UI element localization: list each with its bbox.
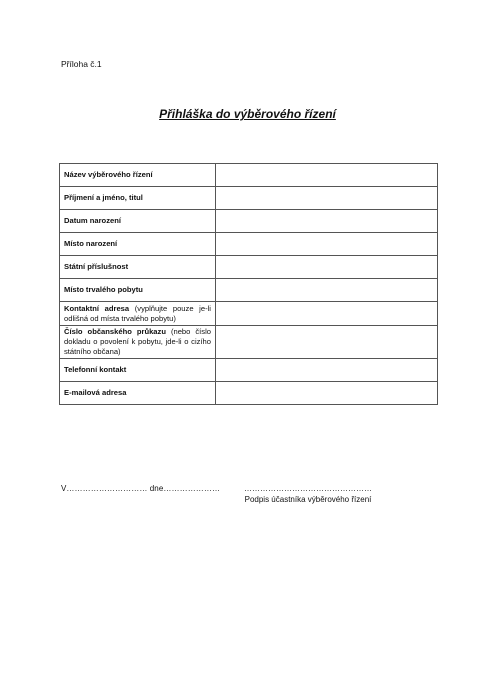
field-label-text: Název výběrového řízení bbox=[64, 170, 153, 179]
form-row bbox=[60, 164, 438, 187]
field-label bbox=[60, 279, 216, 302]
field-label-text: Místo narození bbox=[64, 239, 118, 248]
field-value-cell[interactable] bbox=[216, 382, 438, 405]
form-row bbox=[60, 256, 438, 279]
form-row bbox=[60, 233, 438, 256]
application-form-table bbox=[59, 163, 438, 405]
form-row bbox=[60, 326, 438, 359]
field-value-cell[interactable] bbox=[216, 210, 438, 233]
field-value-cell[interactable] bbox=[216, 359, 438, 382]
field-value-cell[interactable] bbox=[216, 187, 438, 210]
field-label bbox=[60, 164, 216, 187]
field-label-text: Číslo občanského průkazu bbox=[64, 327, 166, 336]
place-date-line[interactable]: V………………………… dne………………… bbox=[61, 484, 221, 493]
field-label bbox=[60, 302, 216, 326]
attachment-label: Příloha č.1 bbox=[61, 59, 102, 69]
field-label-text: Kontaktní adresa bbox=[64, 303, 130, 313]
field-label bbox=[60, 326, 216, 359]
field-label-text: E-mailová adresa bbox=[64, 388, 127, 397]
form-row bbox=[60, 359, 438, 382]
field-value-cell[interactable] bbox=[216, 233, 438, 256]
form-row bbox=[60, 302, 438, 326]
field-value-cell[interactable] bbox=[216, 164, 438, 187]
field-value-cell[interactable] bbox=[216, 326, 438, 359]
field-label bbox=[60, 359, 216, 382]
form-row bbox=[60, 279, 438, 302]
field-label-text: Telefonní kontakt bbox=[64, 365, 127, 374]
form-row bbox=[60, 382, 438, 405]
signature-block bbox=[239, 484, 377, 504]
signature-line[interactable]: ………………………………………… bbox=[244, 484, 372, 493]
field-note: (vyplňujte pouze je-li odlišná od místa trvalého pobytu) bbox=[64, 303, 211, 323]
field-label bbox=[60, 382, 216, 405]
field-note: (nebo číslo dokladu o povolení k pobytu, jde-li o cizího státního občana) bbox=[64, 327, 211, 356]
form-row bbox=[60, 187, 438, 210]
field-label-text: Státní příslušnost bbox=[64, 262, 129, 271]
field-label bbox=[60, 187, 216, 210]
field-label bbox=[60, 210, 216, 233]
field-value-cell[interactable] bbox=[216, 279, 438, 302]
field-label-text: Příjmení a jméno, titul bbox=[64, 193, 143, 202]
field-label-text: Datum narození bbox=[64, 216, 121, 225]
form-row bbox=[60, 210, 438, 233]
signature-caption: Podpis účastníka výběrového řízení bbox=[244, 495, 372, 504]
field-label bbox=[60, 233, 216, 256]
field-label bbox=[60, 256, 216, 279]
field-value-cell[interactable] bbox=[216, 302, 438, 326]
page-title: Přihláška do výběrového řízení bbox=[159, 107, 336, 121]
field-value-cell[interactable] bbox=[216, 256, 438, 279]
field-label-text: Místo trvalého pobytu bbox=[64, 285, 143, 294]
